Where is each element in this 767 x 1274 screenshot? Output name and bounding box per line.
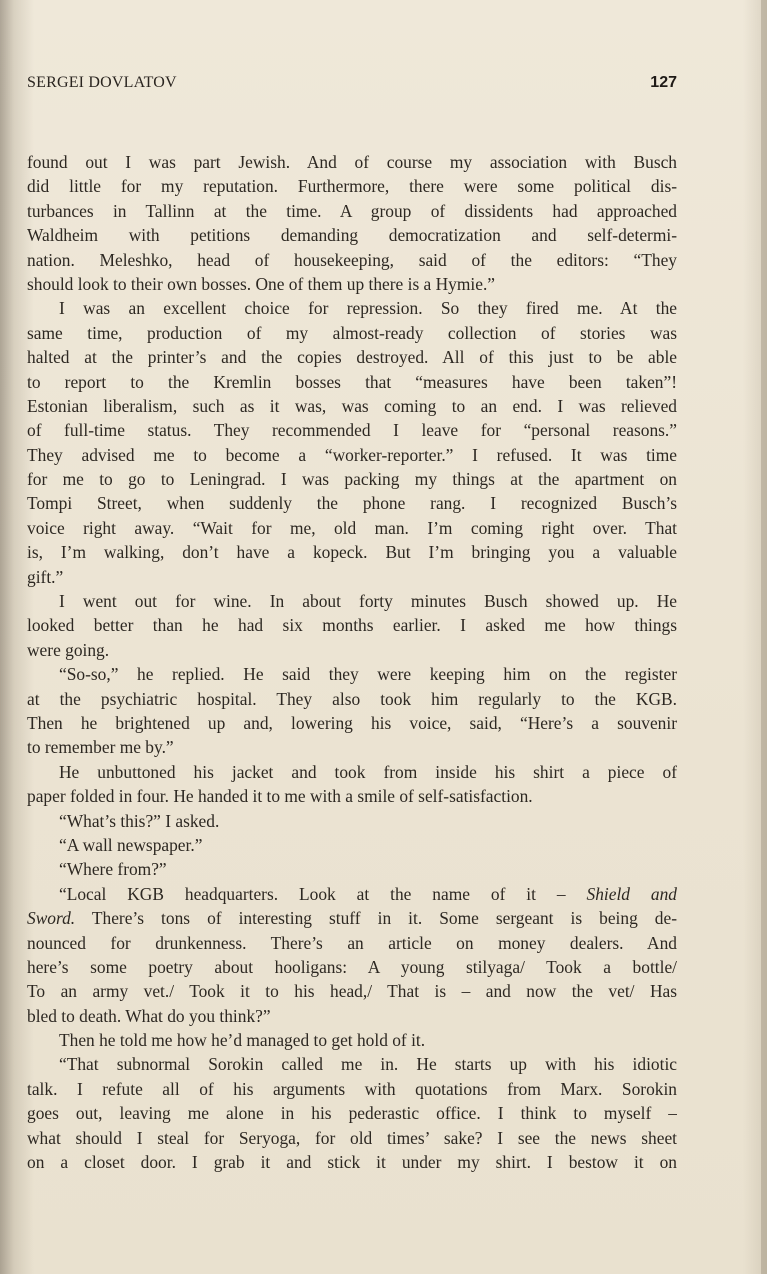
text-line: goes out, leaving me alone in his pederastic office. I think to myself – (27, 1103, 677, 1124)
text-line: Estonian liberalism, such as it was, was coming to an end. I was relieved (27, 395, 677, 416)
text-line: did little for my reputation. Furthermore, there were some political dis- (27, 176, 677, 197)
text-line: halted at the printer’s and the copies destroyed. All of this just to be able (27, 347, 677, 368)
text-line: “That subnormal Sorokin called me in. He starts up with his idiotic (59, 1054, 677, 1075)
text-line: “So-so,” he replied. He said they were keeping him on the register (59, 664, 677, 685)
text-line: paper folded in four. He handed it to me with a smile of self-satisfaction. (27, 786, 533, 807)
text-line: looked better than he had six months earlier. I asked me how things (27, 615, 677, 636)
text-line: “What’s this?” I asked. (59, 810, 220, 831)
text-line: “Local KGB headquarters. Look at the name of it – Shield and (59, 883, 677, 904)
text-line: at the psychiatric hospital. They also took him regularly to the KGB. (27, 688, 677, 709)
text-line: “A wall newspaper.” (59, 834, 203, 855)
page-number: 127 (650, 74, 677, 91)
text-line: to remember me by.” (27, 737, 174, 758)
text-line: gift.” (27, 566, 64, 587)
text-line: found out I was part Jewish. And of course my association with Busch (27, 152, 677, 172)
text-line: Sword. There’s tons of interesting stuff in it. Some sergeant is being de- (27, 908, 677, 929)
text-line: Then he brightened up and, lowering his voice, said, “Here’s a souvenir (27, 712, 677, 733)
text-line: “Where from?” (59, 859, 167, 880)
text-line: same time, production of my almost-ready collection of stories was (27, 322, 677, 343)
text-line: I went out for wine. In about forty minutes Busch showed up. He (59, 591, 677, 612)
text-line: nation. Meleshko, head of housekeeping, said of the editors: “They (27, 249, 677, 270)
text-line: to report to the Kremlin bosses that “measures have been taken”! (27, 371, 677, 392)
text-line: He unbuttoned his jacket and took from inside his shirt a piece of (59, 761, 677, 782)
text-line: voice right away. “Wait for me, old man. I’m coming right over. That (27, 517, 677, 538)
text-line: of full-time status. They recommended I leave for “personal reasons.” (27, 420, 677, 441)
text-line: on a closet door. I grab it and stick it under my shirt. I bestow it on (27, 1152, 677, 1173)
text-line: should look to their own bosses. One of them up there is a Hymie.” (27, 273, 496, 294)
text-line: They advised me to become a “worker-reporter.” I refused. It was time (27, 444, 677, 465)
text-line: is, I’m walking, don’t have a kopeck. But I’m bringing you a valuable (27, 542, 677, 563)
text-line: I was an excellent choice for repression. So they fired me. At the (59, 298, 677, 319)
text-line: what should I steal for Seryoga, for old times’ sake? I see the news sheet (27, 1127, 677, 1148)
text-line: Tompi Street, when suddenly the phone rang. I recognized Busch’s (27, 493, 677, 514)
text-line: were going. (27, 639, 110, 660)
text-line: To an army vet./ Took it to his head,/ That is – and now the vet/ Has (27, 981, 677, 1002)
page-edge-shadow (761, 0, 767, 1274)
text-line: Then he told me how he’d managed to get hold of it. (59, 1030, 426, 1051)
text-line: nounced for drunkenness. There’s an article on money dealers. And (27, 932, 677, 953)
text-line: for me to go to Leningrad. I was packing my things at the apartment on (27, 469, 677, 490)
text-line: turbances in Tallinn at the time. A group of dissidents had approached (27, 200, 677, 221)
text-line: Waldheim with petitions demanding democratization and self-determi- (27, 225, 677, 246)
text-line: bled to death. What do you think?” (27, 1005, 271, 1026)
text-line: here’s some poetry about hooligans: A young stilyaga/ Took a bottle/ (27, 956, 677, 977)
running-head (27, 74, 677, 98)
running-head-author: SERGEI DOVLATOV (27, 74, 177, 91)
body-text (27, 150, 677, 1190)
text-line: talk. I refute all of his arguments with quotations from Marx. Sorokin (27, 1078, 677, 1099)
